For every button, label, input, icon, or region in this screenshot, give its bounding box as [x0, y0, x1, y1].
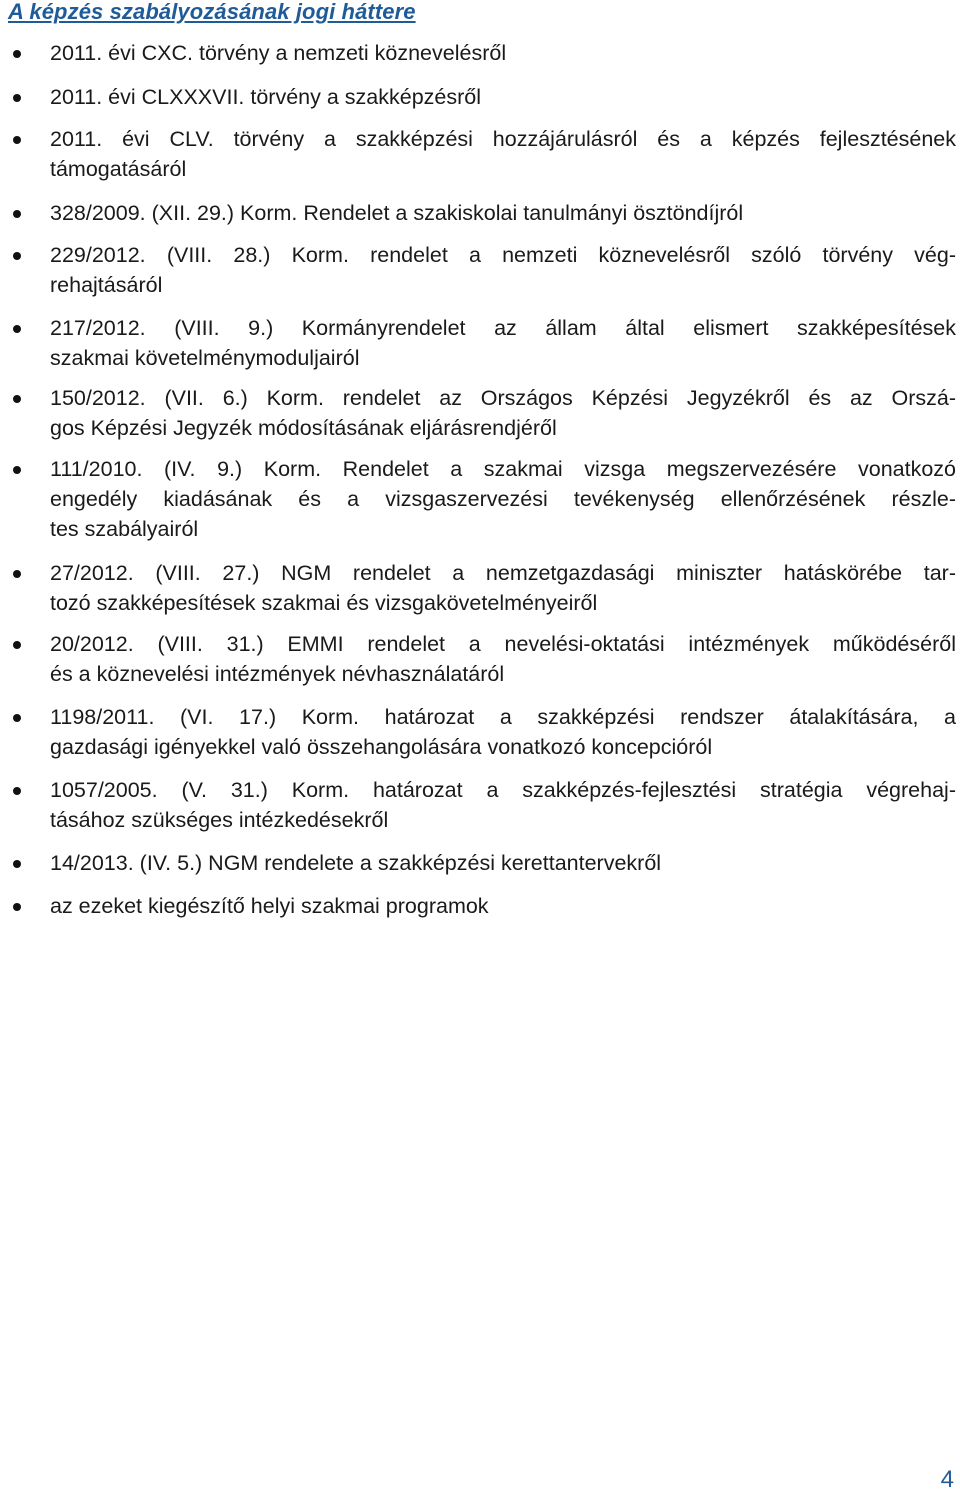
bullet-icon	[13, 641, 21, 649]
bullet-icon	[13, 94, 21, 102]
page-number: 4	[940, 1466, 954, 1493]
list-item-text-line: tes szabályairól	[50, 517, 199, 541]
list-item	[50, 240, 956, 300]
list-item-text-line: tozó szakképesítések szakmai és vizsgakövetelményeiről	[50, 591, 598, 615]
list-item-text-line: 217/2012. (VIII. 9.) Kormányrendelet az állam által elismert szakképesítések	[50, 316, 956, 340]
list-item-text-line: 1057/2005. (V. 31.) Korm. határozat a szakképzés-fejlesztési stratégia végrehaj-	[50, 778, 956, 802]
bullet-icon	[13, 787, 21, 795]
bullet-icon	[13, 136, 21, 144]
list-item	[50, 629, 956, 689]
section-heading: A képzés szabályozásának jogi háttere	[8, 0, 416, 24]
list-item	[50, 383, 956, 443]
list-item-text-line: tásához szükséges intézkedésekről	[50, 808, 389, 832]
list-item-text-line: 111/2010. (IV. 9.) Korm. Rendelet a szakmai vizsga megszervezésére vonatkozó	[50, 457, 956, 481]
list-item	[50, 82, 956, 112]
list-item-text-line: 20/2012. (VIII. 31.) EMMI rendelet a nevelési-oktatási intézmények működéséről	[50, 632, 956, 656]
list-item	[50, 198, 956, 228]
bullet-icon	[13, 210, 21, 218]
list-item-text-line: 2011. évi CLV. törvény a szakképzési hozzájárulásról és a képzés fejlesztésének	[50, 127, 956, 151]
list-item-text-line: 2011. évi CXC. törvény a nemzeti köznevelésről	[50, 41, 507, 65]
list-item	[50, 454, 956, 544]
list-item	[50, 313, 956, 373]
list-item	[50, 775, 956, 835]
list-item-text-line: 14/2013. (IV. 5.) NGM rendelete a szakképzési kerettantervekről	[50, 851, 662, 875]
bullet-icon	[13, 325, 21, 333]
list-item-text-line: gazdasági igényekkel való összehangolására vonatkozó koncepcióról	[50, 735, 713, 759]
bullet-icon	[13, 903, 21, 911]
list-item-text-line: rehajtásáról	[50, 273, 163, 297]
list-item	[50, 38, 956, 68]
list-item-text-line: 229/2012. (VIII. 28.) Korm. rendelet a nemzeti köznevelésről szóló törvény vég-	[50, 243, 956, 267]
list-item-text-line: gos Képzési Jegyzék módosításának eljárásrendjéről	[50, 416, 557, 440]
list-item-text-line: 150/2012. (VII. 6.) Korm. rendelet az Országos Képzési Jegyzékről és az Orszá-	[50, 386, 956, 410]
bullet-icon	[13, 252, 21, 260]
bullet-icon	[13, 466, 21, 474]
list-item-text-line: engedély kiadásának és a vizsgaszervezési tevékenység ellenőrzésének részle-	[50, 487, 956, 511]
list-item-text-line: 27/2012. (VIII. 27.) NGM rendelet a nemzetgazdasági miniszter hatáskörébe tar-	[50, 561, 956, 585]
list-item	[50, 848, 956, 878]
list-item	[50, 124, 956, 184]
bullet-icon	[13, 395, 21, 403]
list-item-text-line: 1198/2011. (VI. 17.) Korm. határozat a szakképzési rendszer átalakítására, a	[50, 705, 956, 729]
list-item-text-line: 328/2009. (XII. 29.) Korm. Rendelet a szakiskolai tanulmányi ösztöndíjról	[50, 201, 744, 225]
list-item-text-line: 2011. évi CLXXXVII. törvény a szakképzésről	[50, 85, 482, 109]
list-item	[50, 702, 956, 762]
list-item-text-line: és a köznevelési intézmények névhasználatáról	[50, 662, 505, 686]
list-item-text-line: szakmai követelménymoduljairól	[50, 346, 360, 370]
list-item-text-line: támogatásáról	[50, 157, 187, 181]
list-item-text-line: az ezeket kiegészítő helyi szakmai programok	[50, 894, 489, 918]
bullet-icon	[13, 714, 21, 722]
list-item	[50, 891, 956, 921]
bullet-icon	[13, 860, 21, 868]
bullet-icon	[13, 50, 21, 58]
list-item	[50, 558, 956, 618]
bullet-icon	[13, 570, 21, 578]
